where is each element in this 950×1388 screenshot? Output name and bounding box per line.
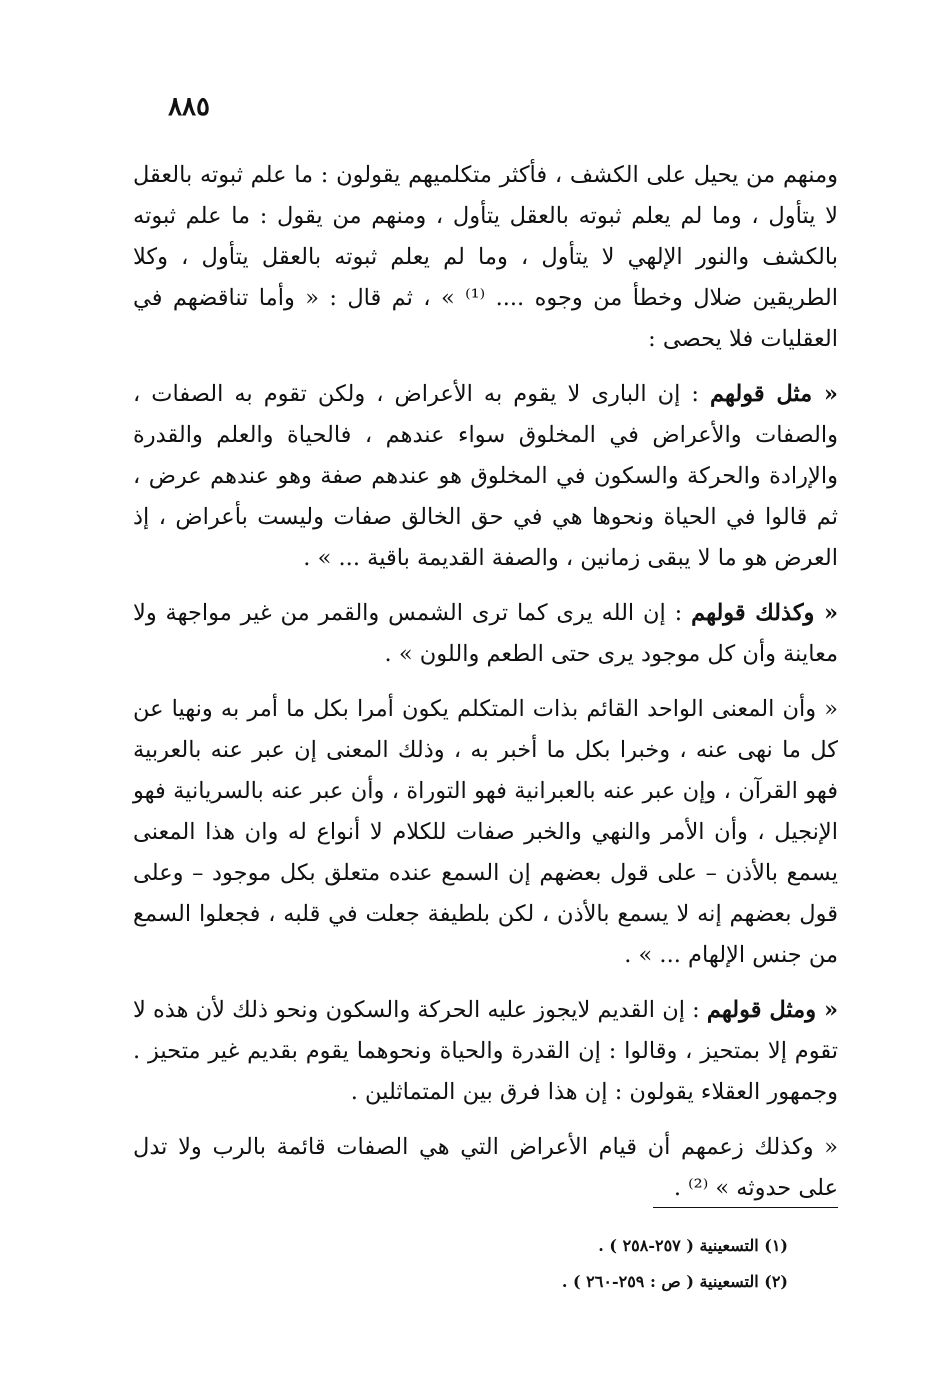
footnote-separator [653, 1207, 838, 1208]
paragraph-2-lead: « مثل قولهم [710, 381, 838, 407]
paragraph-4 [133, 689, 838, 976]
paragraph-5 [133, 990, 838, 1113]
paragraph-3 [133, 593, 838, 675]
paragraph-5-lead: « ومثل قولهم [706, 997, 839, 1023]
body-text [133, 155, 838, 1223]
paragraph-6-text: « وكذلك زعمهم أن قيام الأعراض التي هي الصفات قائمة بالرب ولا تدل على حدوثه » ⁽²⁾ . [133, 1134, 838, 1201]
paragraph-1 [133, 155, 838, 360]
paragraph-6 [133, 1127, 838, 1209]
paragraph-4-text: « وأن المعنى الواحد القائم بذات المتكلم يكون أمرا بكل ما أمر به ونهيا عن كل ما نهى عنه ، وخبرا بكل ما أخبر به ، وذلك المعنى إن عبر عنه بالعربية فهو القرآن ، وإن عبر عنه بالعبرانية فهو التوراة ، وأن عبر عنه بالسريانية فهو الإنجيل ، وأن الأمر والنهي والخبر صفات للكلام لا أنواع له وان هذا المعنى يسمع بالأذن – على قول بعضهم إن السمع عنده متعلق بكل موجود – وعلى قول بعضهم إنه لا يسمع بالأذن ، لكن بلطيفة جعلت في قلبه ، فجعلوا السمع من جنس الإلهام ... » . [133, 696, 838, 968]
paragraph-2-text: : إن البارى لا يقوم به الأعراض ، ولكن تقوم به الصفات ، والصفات والأعراض في المخلوق سواء عندهم ، فالحياة والعلم والقدرة والإرادة والحركة والسكون في المخلوق هو عندهم صفة وهو عندهم عرض ، ثم قالوا في الحياة ونحوها هي في حق الخالق صفات وليست بأعراض ، إذ العرض هو ما لا يبقى زمانين ، والصفة القديمة باقية ... » . [133, 381, 838, 571]
footnote-1: (١) التسعينية ( ٢٥٧-٢٥٨ ) . [598, 1236, 788, 1255]
book-page [133, 80, 838, 1370]
paragraph-1-text: ومنهم من يحيل على الكشف ، فأكثر متكلميهم يقولون : ما علم ثبوته بالعقل لا يتأول ، وما لم يعلم ثبوته بالعقل يتأول ، ومنهم من يقول : ما علم ثبوته بالكشف والنور الإلهي لا يتأول ، وما لم يعلم ثبوته بالعقل يتأول ، وكلا الطريقين ضلال وخطأ من وجوه .... ⁽¹⁾ » ، ثم قال : « وأما تناقضهم في العقليات فلا يحصى : [133, 162, 838, 352]
paragraph-3-text: : إن الله يرى كما ترى الشمس والقمر من غير مواجهة ولا معاينة وأن كل موجود يرى حتى الطعم واللون » . [133, 600, 838, 667]
footnote-2: (٢) التسعينية ( ص : ٢٥٩-٢٦٠ ) . [561, 1272, 788, 1291]
paragraph-3-lead: « وكذلك قولهم [691, 600, 839, 626]
paragraph-2 [133, 374, 838, 579]
paragraph-5-text: : إن القديم لايجوز عليه الحركة والسكون ونحو ذلك لأن هذه لا تقوم إلا بمتحيز ، وقالوا : إن القدرة والحياة ونحوهما يقوم بقديم غير متحيز . وجمهور العقلاء يقولون : إن هذا فرق بين المتماثلين . [133, 997, 838, 1105]
page-number: ٨٨٥ [168, 92, 210, 122]
footnotes [133, 1228, 788, 1300]
